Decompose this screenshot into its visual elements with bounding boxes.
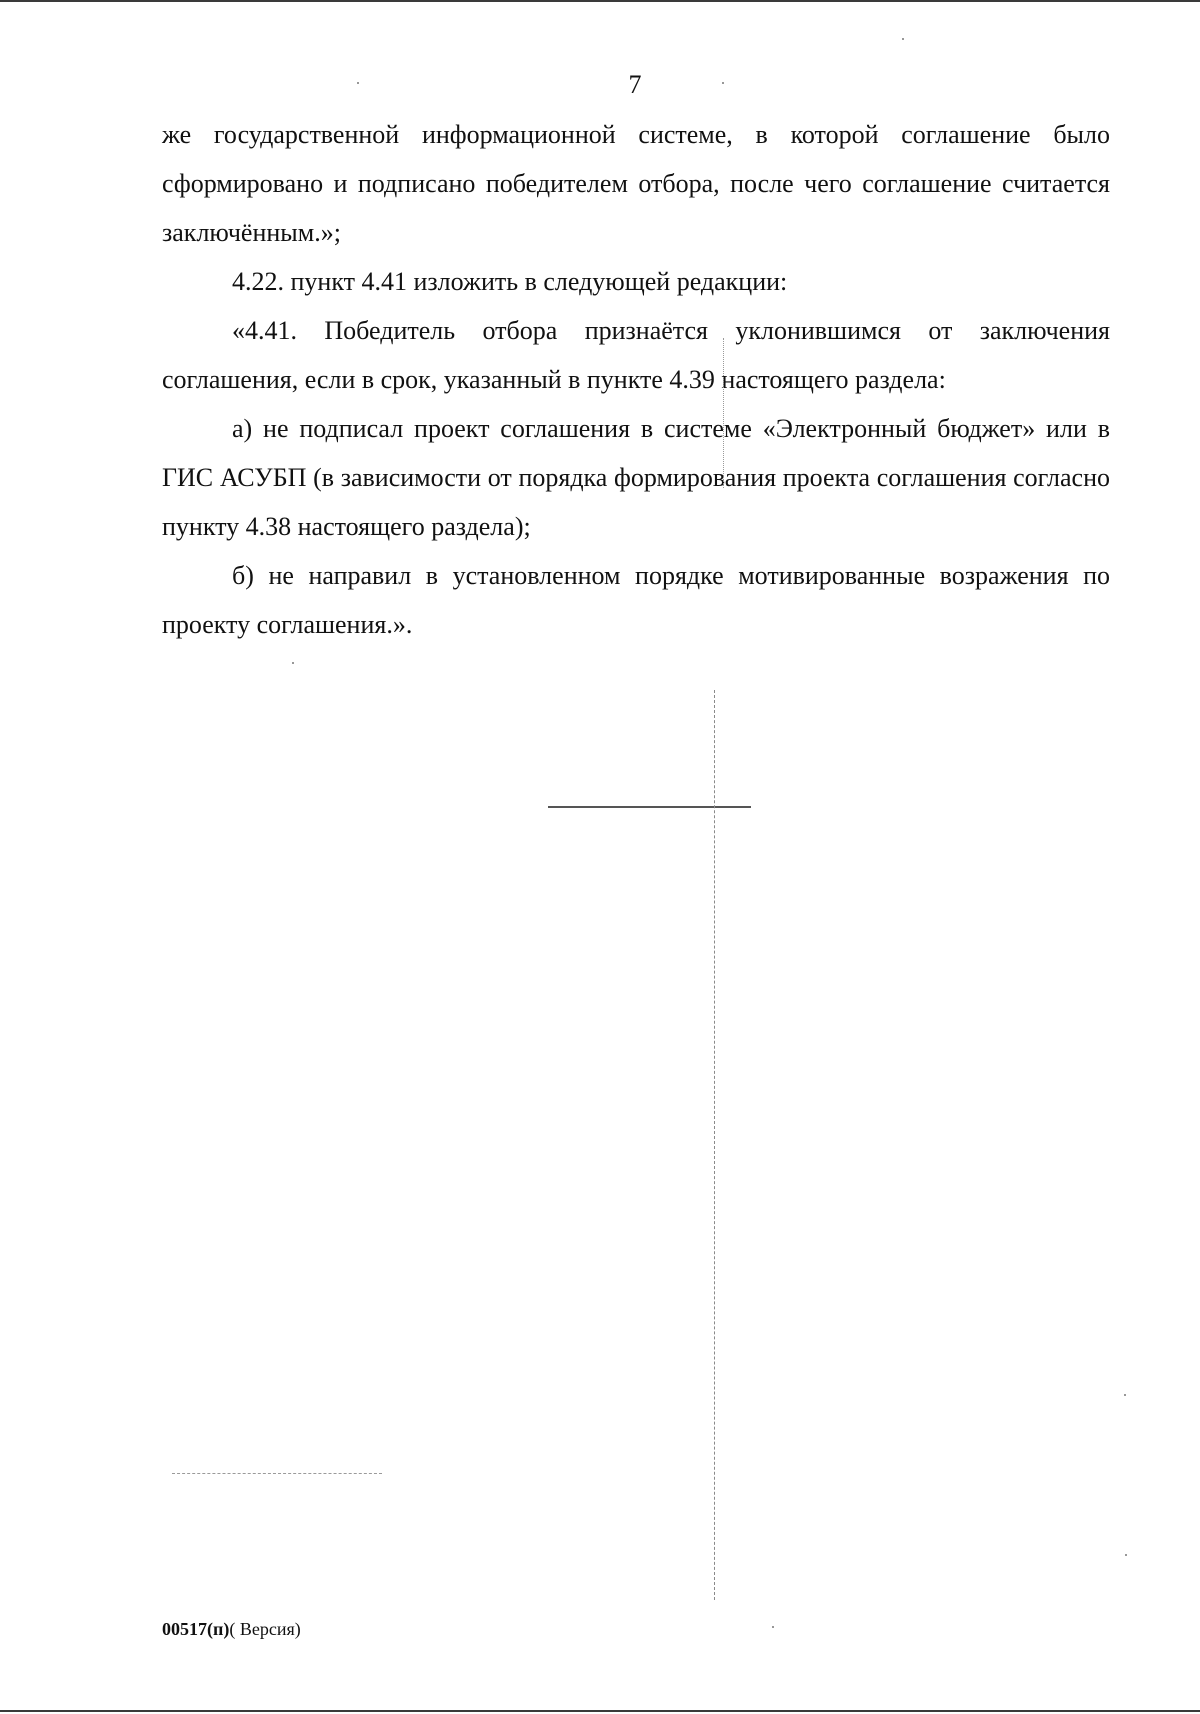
scan-speck bbox=[772, 1626, 774, 1628]
scan-speck bbox=[902, 38, 904, 40]
scan-artifact-line bbox=[714, 690, 715, 1600]
paragraph-continuation: же государственной информационной системе, в которой соглашение было сформировано и подписано победителем отбора, после чего соглашение считается заключённым.»; bbox=[162, 120, 1110, 247]
page-number: 7 bbox=[628, 70, 642, 99]
scan-speck bbox=[1124, 1394, 1126, 1396]
paragraph-4-41: «4.41. Победитель отбора признаётся уклонившимся от заключения соглашения, если в срок, указанный в пункте 4.39 настоящего раздела: bbox=[162, 316, 1110, 394]
scan-speck bbox=[292, 662, 294, 664]
document-code: 00517(п) bbox=[162, 1619, 230, 1639]
paragraph-4-22: 4.22. пункт 4.41 изложить в следующей редакции: bbox=[232, 267, 788, 296]
top-edge-rule bbox=[0, 0, 1200, 2]
scan-speck bbox=[357, 82, 359, 84]
scan-speck bbox=[722, 82, 724, 84]
bottom-edge-rule bbox=[0, 1710, 1200, 1712]
scan-artifact-dashes bbox=[172, 1473, 382, 1474]
paragraph-item-a: а) не подписал проект соглашения в системе «Электронный бюджет» или в ГИС АСУБП (в зависимости от порядка формирования проекта соглашения согласно пункту 4.38 настоящего раздела); bbox=[162, 414, 1110, 541]
document-code-footer bbox=[162, 1619, 301, 1640]
document-body bbox=[162, 110, 1110, 649]
scan-artifact-line-upper bbox=[723, 338, 724, 488]
paragraph-item-b: б) не направил в установленном порядке мотивированные возражения по проекту соглашения.». bbox=[162, 561, 1110, 639]
version-label: ( Версия) bbox=[229, 1619, 301, 1639]
scan-speck bbox=[1125, 1554, 1127, 1556]
end-of-text-rule bbox=[548, 806, 751, 808]
